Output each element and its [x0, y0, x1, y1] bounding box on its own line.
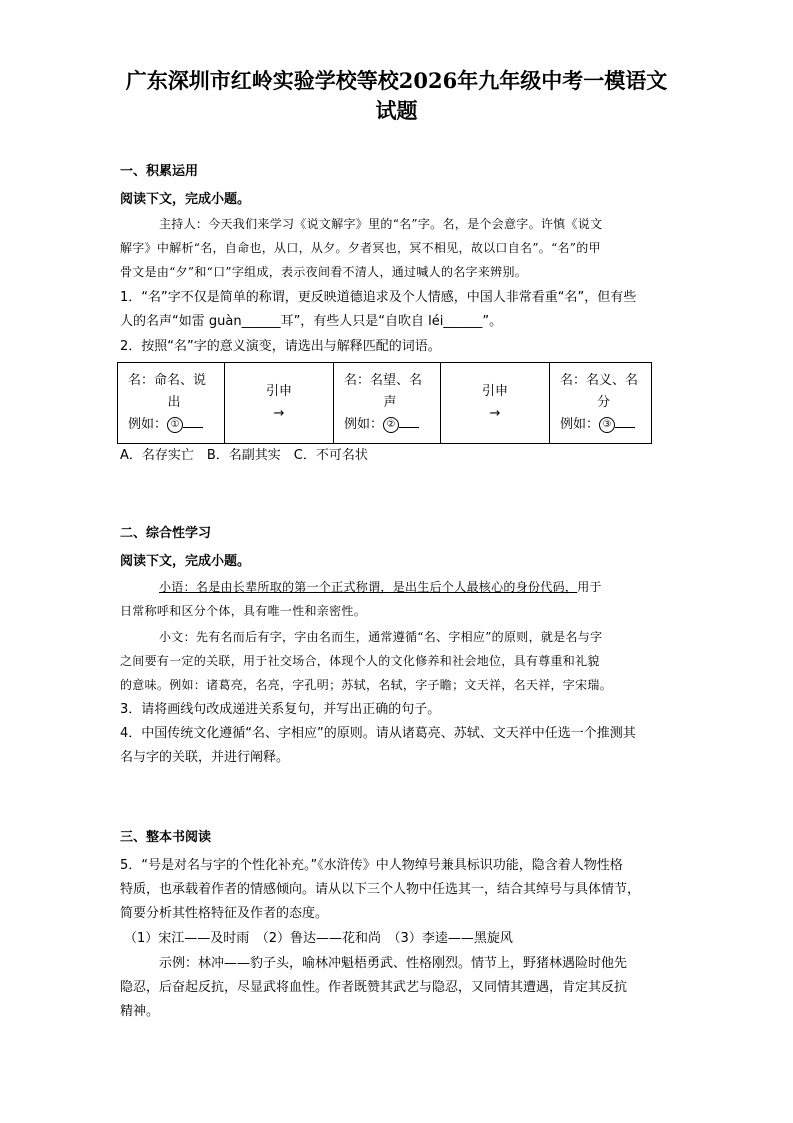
table-cell-extend-1: [225, 363, 334, 444]
question-4-line-1: 4．中国传统文化遵循“名、字相应”的原则。请从诸葛亮、苏轼、文天祥中任选一个推测其: [120, 726, 636, 741]
question-2-options: A．名存实亡 B．名副其实 C．不可名状: [120, 448, 368, 463]
section-heading-1: 一、积累运用: [120, 164, 199, 179]
meaning-2-line-1: 名：名望、名: [344, 373, 423, 388]
question-5-line-1: 5．“号是对名与字的个性化补充。”《水浒传》中人物绰号兼具标识功能，隐含着人物性格: [120, 858, 623, 873]
section2-passage-line-5: 的意味。例如：诸葛亮，名亮，字孔明；苏轼，名轼，字子瞻；文天祥，名天祥，字宋瑞。: [120, 678, 613, 692]
blank-mark-2: ②: [383, 417, 399, 433]
meaning-3-line-1: 名：名义、名: [560, 373, 639, 388]
example-label: 例如：: [344, 417, 384, 432]
exam-title-line-1: 广东深圳市红岭实验学校等校2026年九年级中考一模语文: [125, 68, 668, 93]
meaning-1-example: [128, 414, 220, 436]
question-5-line-3: 简要分析其性格特征及作者的态度。: [120, 906, 329, 921]
meaning-evolution-table: [117, 362, 652, 444]
section2-passage-line-1: [159, 577, 602, 597]
example-label: 例如：: [128, 417, 168, 432]
section1-instruction: 阅读下文，完成小题。: [120, 192, 251, 207]
question-3: 3．请将画线句改成递进关系复句，并写出正确的句子。: [120, 702, 441, 717]
question-4-line-2: 名与字的关联，并进行阐释。: [120, 750, 290, 765]
answer-blank-2[interactable]: [399, 427, 419, 428]
blank-mark-1: ①: [167, 417, 183, 433]
meaning-1-line-1: 名：命名、说: [128, 373, 207, 388]
extend-label-2: 引申: [481, 384, 508, 399]
example-line-2: 隐忍，后奋起反抗，尽显武将血性。作者既赞其武艺与隐忍，又同情其遭遇，肯定其反抗: [120, 980, 628, 995]
section2-passage-line-4: 之间要有一定的关联，用于社交场合，体现个人的文化修养和社会地位，具有尊重和礼貌: [120, 654, 600, 668]
meaning-2-line-2: 声: [383, 395, 397, 410]
section-heading-2: 二、综合性学习: [120, 526, 212, 541]
passage-line-1-tail: 用于: [577, 580, 602, 594]
question-1-line-2: 人的名声“如雷 guàn______耳”，有些人只是“自吹自 léi______”。: [120, 314, 503, 329]
example-line-3: 精神。: [120, 1004, 160, 1019]
section2-passage-line-2: 日常称呼和区分个体，具有唯一性和亲密性。: [120, 604, 367, 618]
example-label: 例如：: [560, 417, 600, 432]
blank-mark-3: ③: [599, 417, 615, 433]
answer-blank-3[interactable]: [615, 427, 635, 428]
meaning-3-line-2: 分: [596, 395, 610, 410]
question-5-line-2: 特质，也承载着作者的情感倾向。请从以下三个人物中任选其一，结合其绰号与具体情节，: [120, 882, 641, 897]
exam-title-line-2: 试题: [375, 98, 418, 123]
table-cell-extend-2: [441, 363, 550, 444]
section1-passage-line-2: 解字》中解析“名，自命也，从口，从夕。夕者冥也，冥不相见，故以口自名”。“名”的甲: [120, 241, 601, 255]
meaning-1-line-2: 出: [167, 395, 181, 410]
section2-passage-line-3: 小文：先有名而后有字，字由名而生，通常遵循“名、字相应”的原则，就是名与字: [159, 630, 603, 644]
example-line-1: 示例：林冲——豹子头，喻林冲魁梧勇武、性格刚烈。情节上，野猪林遇险时他先: [159, 956, 628, 971]
table-cell-meaning-1: [118, 363, 225, 444]
right-arrow-icon: →: [273, 406, 285, 421]
meaning-3-example: [560, 414, 647, 436]
question-5-choices: （1）宋江——及时雨 （2）鲁达——花和尚 （3）李逵——黑旋风: [124, 931, 513, 946]
extend-label-1: 引申: [265, 384, 292, 399]
right-arrow-icon: →: [489, 406, 501, 421]
table-cell-meaning-2: [334, 363, 441, 444]
meaning-2-example: [344, 414, 436, 436]
section1-passage-line-1: 主持人：今天我们来学习《说文解字》里的“名”字。名，是个会意字。许慎《说文: [159, 217, 603, 231]
question-1-line-1: 1．“名”字不仅是简单的称谓，更反映道德追求及个人情感，中国人非常看重“名”，但有些: [120, 290, 637, 305]
answer-blank-1[interactable]: [183, 427, 203, 428]
section2-instruction: 阅读下文，完成小题。: [120, 554, 251, 569]
section-heading-3: 三、整本书阅读: [120, 830, 212, 845]
underlined-sentence: 小语：名是由长辈所取的第一个正式称谓，是出生后个人最核心的身份代码，: [159, 580, 578, 594]
table-cell-meaning-3: [550, 363, 652, 444]
question-2: 2．按照“名”字的意义演变，请选出与解释匹配的词语。: [120, 339, 441, 354]
section1-passage-line-3: 骨文是由“夕”和“口”字组成，表示夜间看不清人，通过喊人的名字来辨别。: [120, 265, 528, 279]
